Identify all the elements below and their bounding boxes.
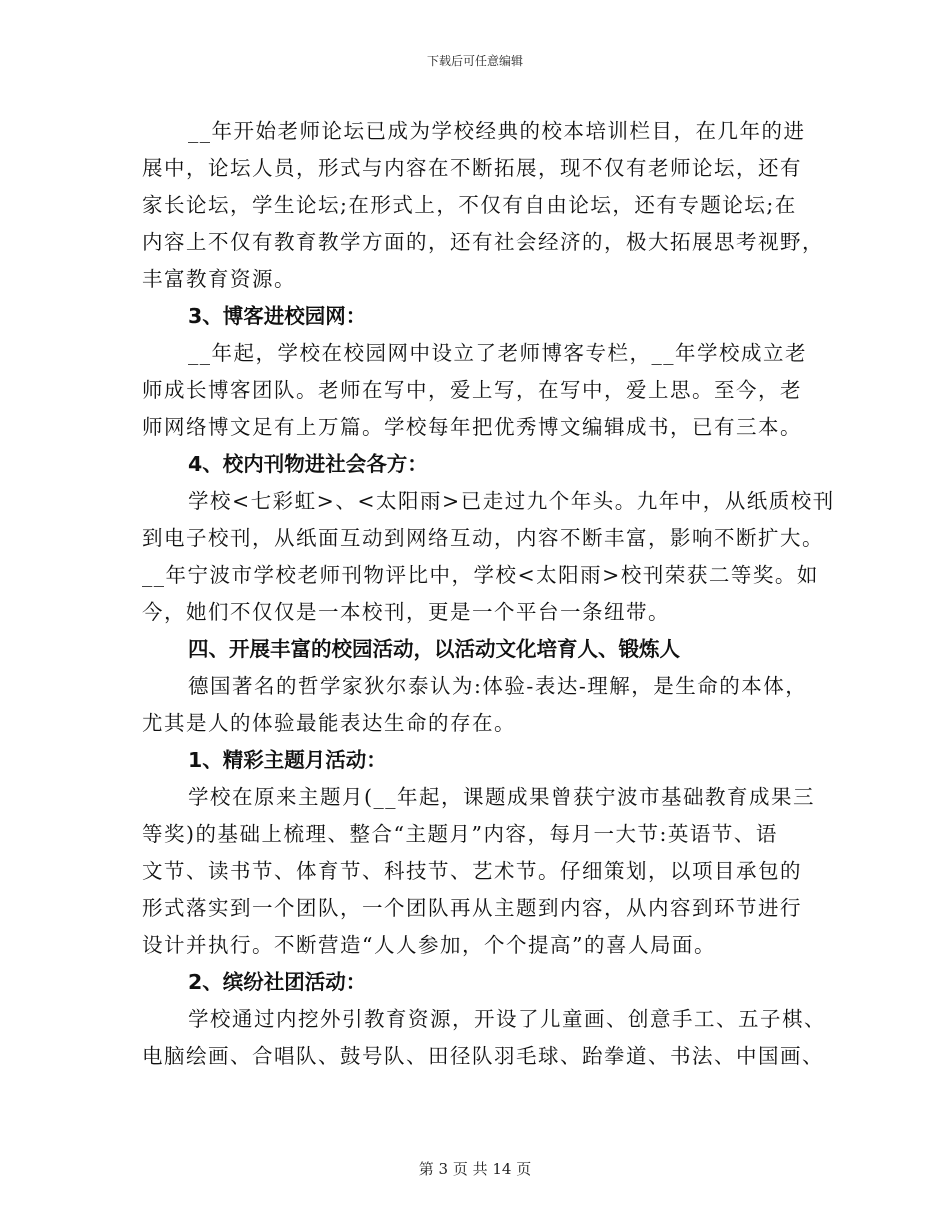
section-heading: 4、校内刊物进社会各方： — [188, 452, 428, 476]
paragraph — [142, 668, 814, 742]
paragraph-line: 家长论坛，学生论坛;在形式上，不仅有自由论坛，还有专题论坛;在 — [142, 193, 797, 217]
paragraph — [142, 483, 835, 631]
page-number-footer: 第 3 页 共 14 页 — [418, 1160, 532, 1178]
paragraph-line: 内容上不仅有教育教学方面的，还有社会经济的，极大拓展思考视野， — [142, 230, 824, 254]
paragraph-line: 丰富教育资源。 — [142, 267, 296, 291]
paragraph-line: 今，她们不仅仅是一本校刊，更是一个平台一条纽带。 — [142, 600, 670, 624]
section-heading: 2、缤纷社团活动： — [188, 970, 367, 994]
document-body — [142, 113, 835, 1075]
paragraph-line: 尤其是人的体验最能表达生命的存在。 — [142, 711, 516, 735]
paragraph-line: __年起，学校在校园网中设立了老师博客专栏，__年学校成立老 — [188, 341, 807, 365]
paragraph-line: 到电子校刊，从纸面互动到网络互动，内容不断丰富，影响不断扩大。 — [142, 526, 824, 550]
paragraph-line: 学校通过内挖外引教育资源，开设了儿童画、创意手工、五子棋、 — [188, 1007, 826, 1031]
paragraph — [142, 335, 814, 446]
paragraph-line: 师网络博文足有上万篇。学校每年把优秀博文编辑成书，已有三本。 — [142, 415, 802, 439]
paragraph-line: 师成长博客团队。老师在写中，爱上写，在写中，爱上思。至今，老 — [142, 378, 802, 402]
paragraph — [142, 1001, 826, 1075]
paragraph-line: 展中，论坛人员，形式与内容在不断拓展，现不仅有老师论坛，还有 — [142, 156, 802, 180]
paragraph-line: 电脑绘画、合唱队、鼓号队、田径队羽毛球、跆拳道、书法、中国画、 — [142, 1044, 824, 1068]
header-note: 下载后可任意编辑 — [426, 54, 523, 68]
paragraph-line: 学校<七彩虹>、<太阳雨>已走过九个年头。九年中，从纸质校刊 — [188, 489, 835, 513]
section-heading: 3、博客进校园网： — [188, 304, 367, 328]
paragraph-line: 等奖)的基础上梳理、整合“主题月”内容，每月一大节:英语节、语 — [142, 822, 778, 846]
paragraph-line: 德国著名的哲学家狄尔泰认为:体验-表达-理解，是生命的本体， — [188, 674, 808, 698]
paragraph-line: __年开始老师论坛已成为学校经典的校本培训栏目，在几年的进 — [188, 119, 806, 143]
paragraph-line: __年宁波市学校老师刊物评比中，学校<太阳雨>校刊荣获二等奖。如 — [142, 563, 819, 587]
paragraph — [142, 779, 814, 964]
paragraph-line: 文节、读书节、体育节、科技节、艺术节。仔细策划，以项目承包的 — [142, 859, 802, 883]
paragraph-line: 学校在原来主题月(__年起，课题成果曾获宁波市基础教育成果三 — [188, 785, 815, 809]
paragraph-line: 形式落实到一个团队，一个团队再从主题到内容，从内容到环节进行 — [142, 896, 802, 920]
paragraph-line: 设计并执行。不断营造“人人参加，个个提高”的喜人局面。 — [142, 933, 716, 957]
paragraph — [142, 113, 824, 298]
section-heading: 四、开展丰富的校园活动，以活动文化培育人、锻炼人 — [188, 637, 680, 661]
section-heading: 1、精彩主题月活动： — [188, 748, 387, 772]
